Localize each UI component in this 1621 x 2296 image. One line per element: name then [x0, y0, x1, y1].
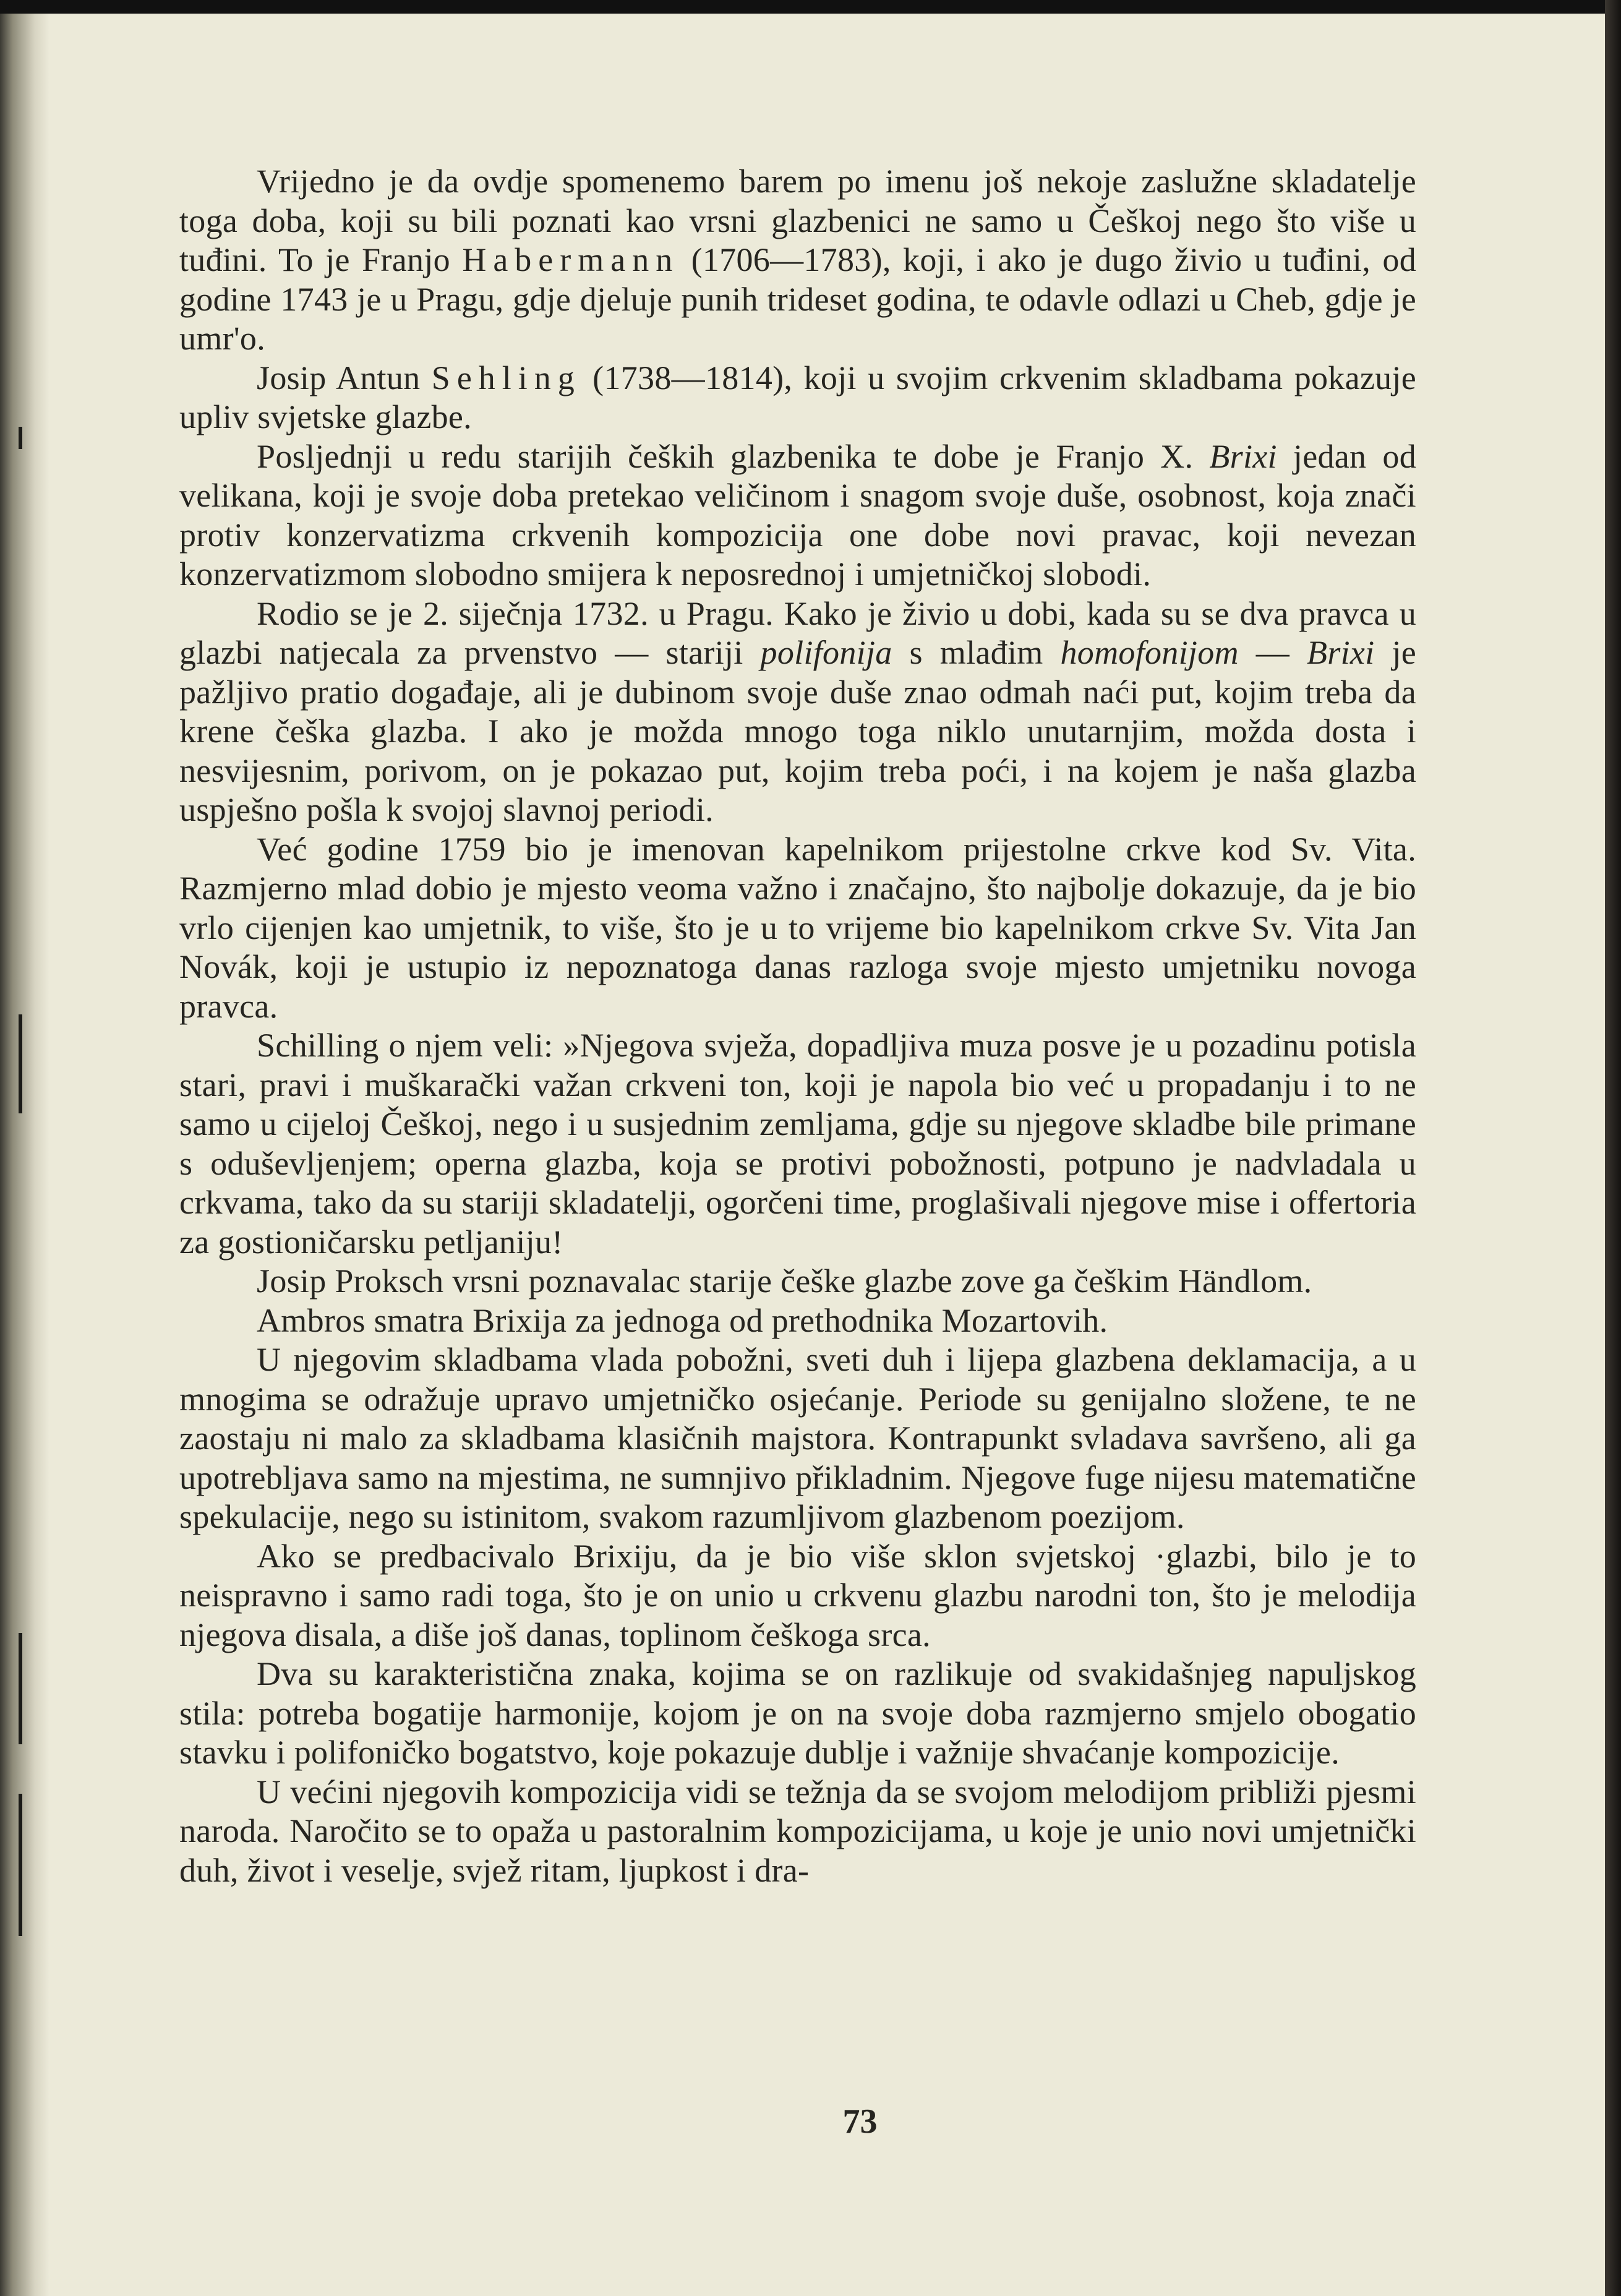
- book-gutter: [0, 0, 49, 2296]
- paragraph: [179, 1262, 1416, 1301]
- text-run: U većini njegovih kompozicija vidi se težnja da se svojom melodijom približi pjesmi naroda. Naročito se to opaža u pastoralnim kompozicijama, u koje je unio novi umjetnički duh, život i veselje, svjež ritam, ljupkost i dra-: [179, 1773, 1416, 1889]
- paragraph: [179, 1655, 1416, 1773]
- spaced-name: Sehling: [431, 359, 581, 396]
- text-run: (1738—1814), koji u svojim crkvenim skladbama pokazuje upliv svjetske glazbe.: [179, 359, 1416, 435]
- binding-mark: [19, 1633, 22, 1744]
- text-run: Ako se predbacivalo Brixiju, da je bio više sklon svjetskoj ·glazbi, bilo je to neispravno i samo radi toga, što je on unio u crkvenu glazbu narodni ton, što je melodija njegova disala, a diše još danas, toplinom češkoga srca.: [179, 1537, 1416, 1653]
- text-run: s mlađim: [892, 634, 1061, 671]
- italic-text: polifonija: [760, 634, 892, 671]
- paragraph: [179, 1773, 1416, 1891]
- text-run: Josip Antun: [257, 359, 432, 396]
- text-run: Vrijedno je da ovdje spomenemo barem po imenu još nekoje zaslužne skladatelje toga doba, koji su bili poznati kao vrsni glazbenici ne samo u Češkoj nego što više u tuđini. To je Franjo: [179, 163, 1416, 278]
- paragraph: [179, 1340, 1416, 1537]
- text-run: jedan od velikana, koji je svoje doba pretekao veličinom i snagom svoje duše, osobnost, koja znači protiv konzervatizma crkvenih kompozicija one dobe novi pravac, koji nevezan konzervatizmom slobodno smijera k neposrednoj i umjetničkoj slobodi.: [179, 437, 1416, 593]
- paragraph: [179, 594, 1416, 830]
- page-right-edge: [1605, 0, 1621, 2296]
- binding-mark: [19, 1794, 22, 1936]
- paragraph: [179, 830, 1416, 1027]
- text-run: U njegovim skladbama vlada pobožni, sveti duh i lijepa glazbena deklamacija, a u mnogima se odražuje upravo umjetničko osjećanje. Periode su genijalno složene, te ne zaostaju ni malo za skladbama klasičnih majstora. Kontrapunkt svladava savršeno, ali ga upotrebljava samo na mjestima, ne sumnjivo přikladnim. Njegove fuge nijesu matematične spekulacije, nego su istinitom, svakom razumljivom glazbenom poezijom.: [179, 1341, 1416, 1535]
- binding-mark: [19, 427, 22, 449]
- italic-text: homofonijom: [1060, 634, 1239, 671]
- paragraph: [179, 1026, 1416, 1262]
- binding-mark: [19, 1014, 22, 1113]
- text-run: Dva su karakteristična znaka, kojima se on razlikuje od svakidašnjeg napuljskog stila: potreba bogatije harmonije, kojom je on na svoje doba razmjerno smjelo obogatio stavku i polifoničko bogatstvo, koje pokazuje dublje i važnije shvaćanje kompozicije.: [179, 1655, 1416, 1771]
- text-run: Schilling o njem veli: »Njegova svježa, dopadljiva muza posve je u pozadinu potisla stari, pravi i muškarački važan crkveni ton, koji je napola bio već u propadanju i to ne samo u cijeloj Češkoj, nego i u susjednim zemljama, gdje su njegove skladbe bile primane s oduševljenjem; operna glazba, koja se protivi pobožnosti, potpuno je nadvladala u crkvama, tako da su stariji skladatelji, ogorčeni time, proglašivali njegove mise i offertoria za gostioničarsku petljaniju!: [179, 1027, 1416, 1261]
- text-run: —: [1238, 634, 1307, 671]
- spaced-name: Habermann: [462, 241, 680, 278]
- page-top-edge: [0, 0, 1621, 14]
- paragraph: [179, 359, 1416, 437]
- text-run: (1706—1783), koji, i ako je dugo živio u tuđini, od godine 1743 je u Pragu, gdje djeluje punih trideset godina, te odavle odlazi u Cheb, gdje je umr'o.: [179, 241, 1416, 357]
- body-text: [179, 162, 1416, 1890]
- text-run: Rodio se je 2. siječnja 1732. u Pragu. Kako je živio u dobi, kada su se dva pravca u glazbi natjecala za prvenstvo — stariji: [179, 594, 1416, 671]
- italic-text: Brixi: [1209, 437, 1277, 475]
- text-run: Ambros smatra Brixija za jednoga od prethodnika Mozartovih.: [257, 1301, 1108, 1339]
- text-run: Josip Proksch vrsni poznavalac starije češke glazbe zove ga češkim Händlom.: [257, 1262, 1312, 1300]
- paragraph: [179, 162, 1416, 359]
- italic-text: Brixi: [1307, 634, 1375, 671]
- text-run: je pažljivo pratio događaje, ali je dubinom svoje duše znao odmah naći put, kojim treba da krene češka glazba. I ako je možda mnogo toga niklo unutarnjim, možda dosta i nesvijesnim, porivom, on je pokazao put, kojim treba poći, i na kojem je naša glazba uspješno pošla k svojoj slavnoj periodi.: [179, 634, 1417, 828]
- paragraph: [179, 1301, 1416, 1341]
- paragraph: [179, 1537, 1416, 1655]
- text-run: Posljednji u redu starijih čeških glazbenika te dobe je Franjo X.: [257, 437, 1210, 475]
- text-run: Već godine 1759 bio je imenovan kapelnikom prijestolne crkve kod Sv. Vita. Razmjerno mlad dobio je mjesto veoma važno i značajno, što najbolje dokazuje, da je bio vrlo cijenjen kao umjetnik, to više, što je u to vrijeme bio kapelnikom crkve Sv. Vita Jan Novák, koji je ustupio iz nepoznatoga danas razloga svoje mjesto umjetniku novoga pravca.: [179, 830, 1416, 1025]
- page-number: 73: [842, 2102, 878, 2141]
- paragraph: [179, 437, 1416, 594]
